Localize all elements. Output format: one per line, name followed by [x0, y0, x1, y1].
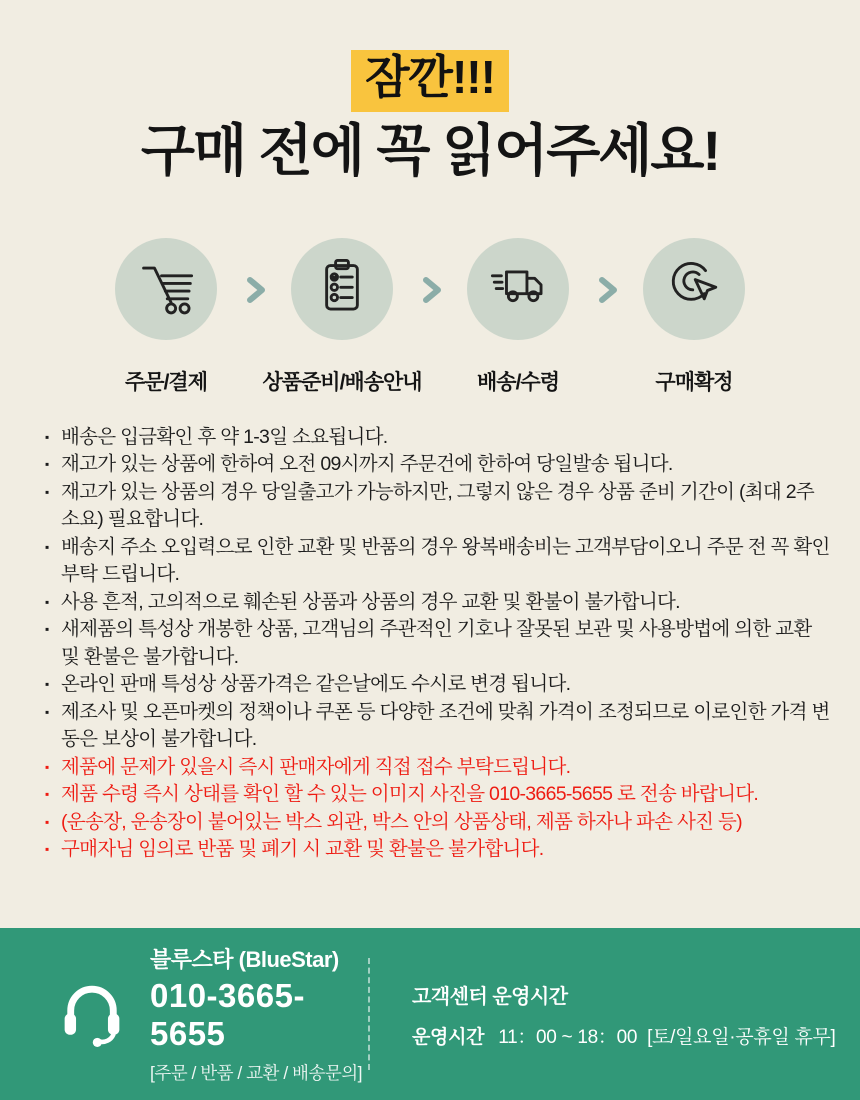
bullet-square: ▪ [45, 787, 49, 802]
hours-title: 고객센터 운영시간 [412, 985, 568, 1008]
notice-item [44, 479, 832, 534]
step-circle [115, 238, 217, 340]
step-label: 주문/결제 [125, 370, 207, 394]
notice-text: 새제품의 특성상 개봉한 상품, 고객님의 주관적인 기호나 잘못된 보관 및 사용방법에 의한 교환 및 환불은 불가합니다. [61, 618, 812, 668]
hours-value: 11：00 ~ 18：00 [498, 1026, 638, 1048]
step-label: 배송/수령 [477, 370, 559, 394]
phone-number: 010-3665-5655 [150, 977, 305, 1052]
bullet-square: ▪ [45, 704, 49, 719]
notice-item-alert [44, 836, 832, 864]
step-circle [291, 238, 393, 340]
notice-text: 사용 흔적, 고의적으로 훼손된 상품과 상품의 경우 교환 및 환불이 불가합니다. [61, 590, 680, 613]
notice-text: 배송지 주소 오입력으로 인한 교환 및 반품의 경우 왕복배송비는 고객부담이오니 주문 전 꼭 확인 부탁 드립니다. [61, 535, 830, 586]
clipboard-checklist-icon [310, 254, 374, 323]
bullet-square: ▪ [45, 457, 49, 472]
bullet-square: ▪ [45, 842, 49, 857]
notice-header [0, 0, 860, 182]
bullet-square: ▪ [45, 759, 49, 774]
cart-icon [134, 254, 198, 323]
notice-text: 제품 수령 즉시 상태를 확인 할 수 있는 이미지 사진을 010-3665-5655 로 전송 바랍니다. [61, 783, 759, 806]
bullet-square: ▪ [45, 677, 49, 692]
step-label: 구매확정 [655, 370, 733, 394]
notice-item [44, 589, 832, 617]
notice-item-alert [44, 809, 832, 837]
bullet-square: ▪ [45, 594, 49, 609]
footer-hours-block [370, 980, 836, 1049]
notice-item [44, 671, 832, 699]
notice-item [44, 424, 832, 452]
notice-item-alert [44, 781, 832, 809]
bullet-square: ▪ [45, 814, 49, 829]
step-label: 상품준비/배송안내 [262, 370, 422, 394]
purchase-steps [0, 238, 860, 396]
attention-badge: 잠깐!!! [351, 50, 509, 112]
footer-contact-text [150, 943, 368, 1085]
bullet-square: ▪ [45, 622, 49, 637]
step-preparation-shipping-info [254, 238, 430, 396]
notice-item [44, 451, 832, 479]
footer-contact-block [0, 928, 368, 1100]
hours-label: 운영시간 [412, 1026, 485, 1048]
notice-item [44, 534, 832, 589]
click-confirm-icon [662, 254, 726, 323]
notice-item-alert [44, 754, 832, 782]
shop-name: 블루스타 (BlueStar) [150, 947, 339, 972]
step-circle [643, 238, 745, 340]
customer-service-footer [0, 928, 860, 1100]
notice-item [44, 699, 832, 754]
bullet-square: ▪ [45, 429, 49, 444]
notice-text: 배송은 입금확인 후 약 1-3일 소요됩니다. [61, 425, 388, 448]
notice-text: 온라인 판매 특성상 상품가격은 같은날에도 수시로 변경 됩니다. [61, 673, 571, 696]
notice-text: 제품에 문제가 있을시 즉시 판매자에게 직접 접수 부탁드립니다. [61, 755, 571, 778]
hours-closed-days: [토/일요일·공휴일 휴무] [647, 1026, 836, 1048]
notice-text: 구매자님 임의로 반품 및 폐기 시 교환 및 환불은 불가합니다. [61, 838, 544, 861]
notice-text: (운송장, 운송장이 붙어있는 박스 외관, 박스 안의 상품상태, 제품 하자나 파손 사진 등) [61, 810, 742, 833]
inquiry-tags: [주문 / 반품 / 교환 / 배송문의] [150, 1063, 363, 1083]
step-purchase-confirm [606, 238, 782, 396]
headset-icon [54, 974, 130, 1055]
hours-line [412, 1022, 836, 1049]
notice-text: 제조사 및 오픈마켓의 정책이나 쿠폰 등 다양한 조건에 맞춰 가격이 조정되므로 이로인한 가격 변동은 보상이 불가합니다. [61, 700, 830, 751]
step-order-payment [78, 238, 254, 396]
notice-item [44, 616, 832, 671]
delivery-truck-icon [486, 254, 550, 323]
step-circle [467, 238, 569, 340]
bullet-square: ▪ [45, 539, 49, 554]
bullet-square: ▪ [45, 484, 49, 499]
page-title: 구매 전에 꼭 읽어주세요! [140, 119, 720, 182]
notice-text: 재고가 있는 상품에 한하여 오전 09시까지 주문건에 한하여 당일발송 됩니다. [61, 453, 673, 476]
step-delivery-receipt [430, 238, 606, 396]
notice-list [44, 424, 832, 864]
notice-text: 재고가 있는 상품의 경우 당일출고가 가능하지만, 그렇지 않은 경우 상품 준비 기간이 (최대 2주 소요) 필요합니다. [61, 480, 815, 531]
